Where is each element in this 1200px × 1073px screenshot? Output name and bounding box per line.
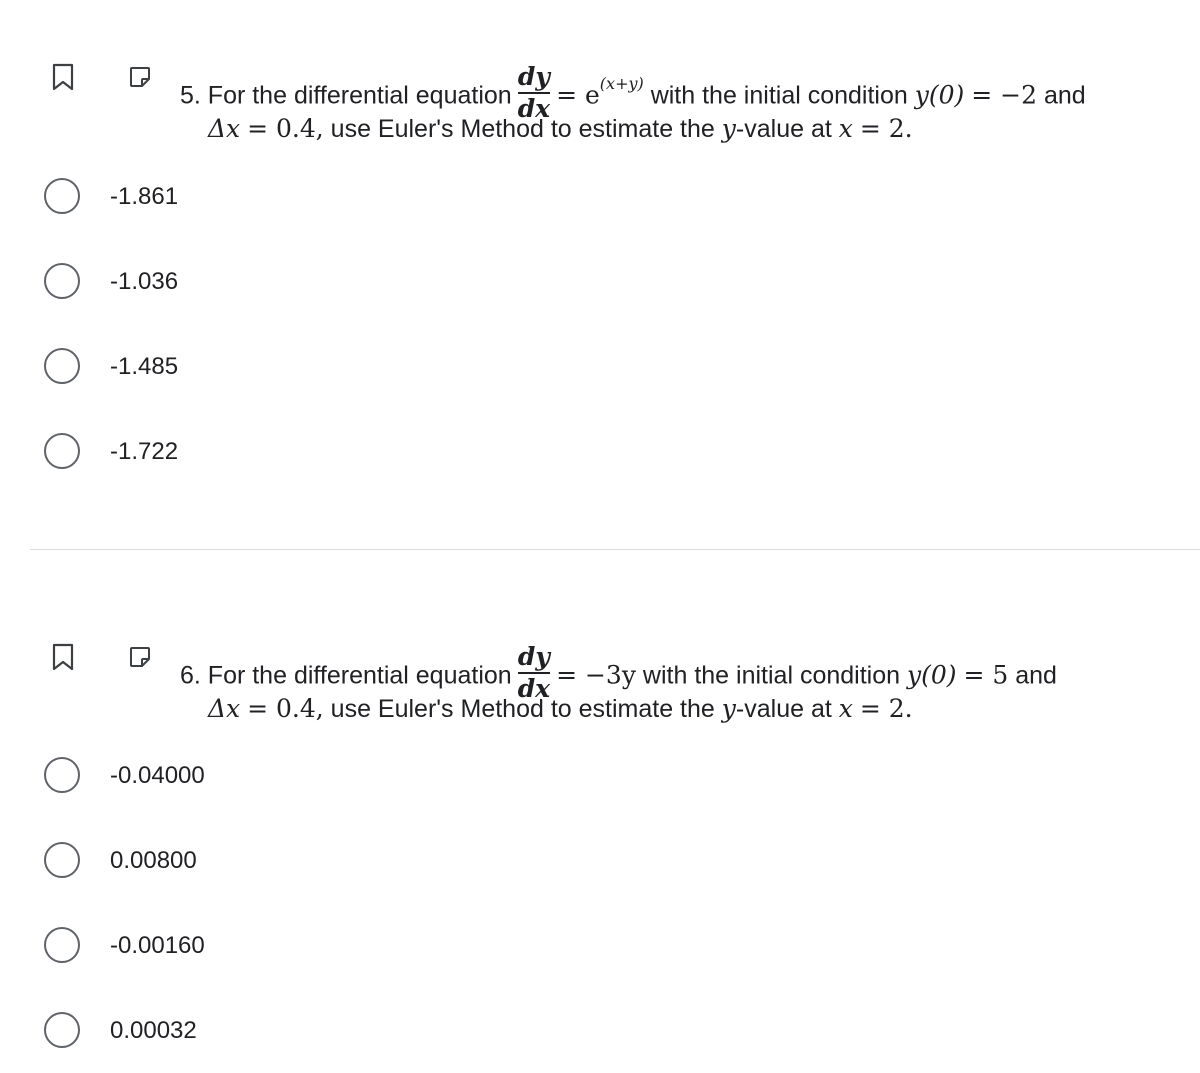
y-var: y (721, 114, 736, 143)
x-value: = 2. (859, 114, 913, 143)
y-var: y (721, 694, 736, 723)
condition-lhs: y(0) (914, 80, 965, 110)
condition-rhs: = 5 (963, 660, 1009, 690)
option-radio[interactable] (44, 927, 444, 967)
value-at-text: -value at (735, 695, 832, 723)
fraction-numerator: dy (517, 62, 550, 91)
value-at-text: -value at (735, 115, 832, 143)
bookmark-icon[interactable] (51, 643, 75, 671)
edit-note-icon[interactable] (128, 645, 152, 669)
condition-rhs: = −2 (971, 80, 1037, 110)
equation-rhs: = −3y (556, 660, 636, 690)
option-label: -1.722 (110, 438, 179, 465)
option-radio[interactable] (44, 842, 444, 882)
delta-x: Δx (208, 694, 241, 723)
radio-circle-icon[interactable] (44, 433, 80, 469)
radio-circle-icon[interactable] (44, 757, 80, 793)
fraction-denominator: dx (517, 673, 551, 703)
fraction-numerator: dy (517, 642, 550, 671)
option-radio[interactable] (44, 178, 444, 218)
condition-lhs: y(0) (906, 660, 957, 690)
radio-circle-icon[interactable] (44, 348, 80, 384)
question-divider (30, 549, 1200, 550)
option-radio[interactable] (44, 757, 444, 797)
delta-x: Δx (208, 114, 241, 143)
instruction-text: use Euler's Method to estimate the (330, 695, 715, 723)
question-prefix: 6. For the differential equation (180, 661, 512, 690)
option-label: -0.04000 (110, 762, 205, 789)
option-label: -1.036 (110, 268, 179, 295)
x-var: x (838, 694, 853, 723)
edit-note-icon[interactable] (128, 65, 152, 89)
bookmark-icon[interactable] (51, 63, 75, 91)
question-prefix: 5. For the differential equation (180, 81, 512, 110)
radio-circle-icon[interactable] (44, 178, 80, 214)
and-text: and (1043, 81, 1086, 110)
question-text-line-2 (208, 694, 913, 724)
equation-rhs: = e (556, 80, 600, 110)
option-label: 0.00800 (110, 847, 197, 874)
option-radio[interactable] (44, 433, 444, 473)
fraction-denominator: dx (517, 93, 551, 123)
radio-circle-icon[interactable] (44, 927, 80, 963)
option-label: -1.485 (110, 353, 179, 380)
delta-x-value: = 0.4, (247, 114, 324, 143)
instruction-text: use Euler's Method to estimate the (330, 115, 715, 143)
question-text-line-2 (208, 114, 913, 144)
delta-x-value: = 0.4, (247, 694, 324, 723)
x-var: x (838, 114, 853, 143)
option-label: -1.861 (110, 183, 179, 210)
option-radio[interactable] (44, 1012, 444, 1052)
equation-exponent: (x+y) (599, 74, 644, 94)
condition-text: with the initial condition (650, 81, 908, 110)
option-radio[interactable] (44, 263, 444, 303)
option-label: 0.00032 (110, 1017, 197, 1044)
radio-circle-icon[interactable] (44, 1012, 80, 1048)
option-radio[interactable] (44, 348, 444, 388)
option-label: -0.00160 (110, 932, 205, 959)
radio-circle-icon[interactable] (44, 842, 80, 878)
and-text: and (1015, 661, 1057, 690)
x-value: = 2. (859, 694, 913, 723)
condition-text: with the initial condition (642, 661, 901, 690)
radio-circle-icon[interactable] (44, 263, 80, 299)
